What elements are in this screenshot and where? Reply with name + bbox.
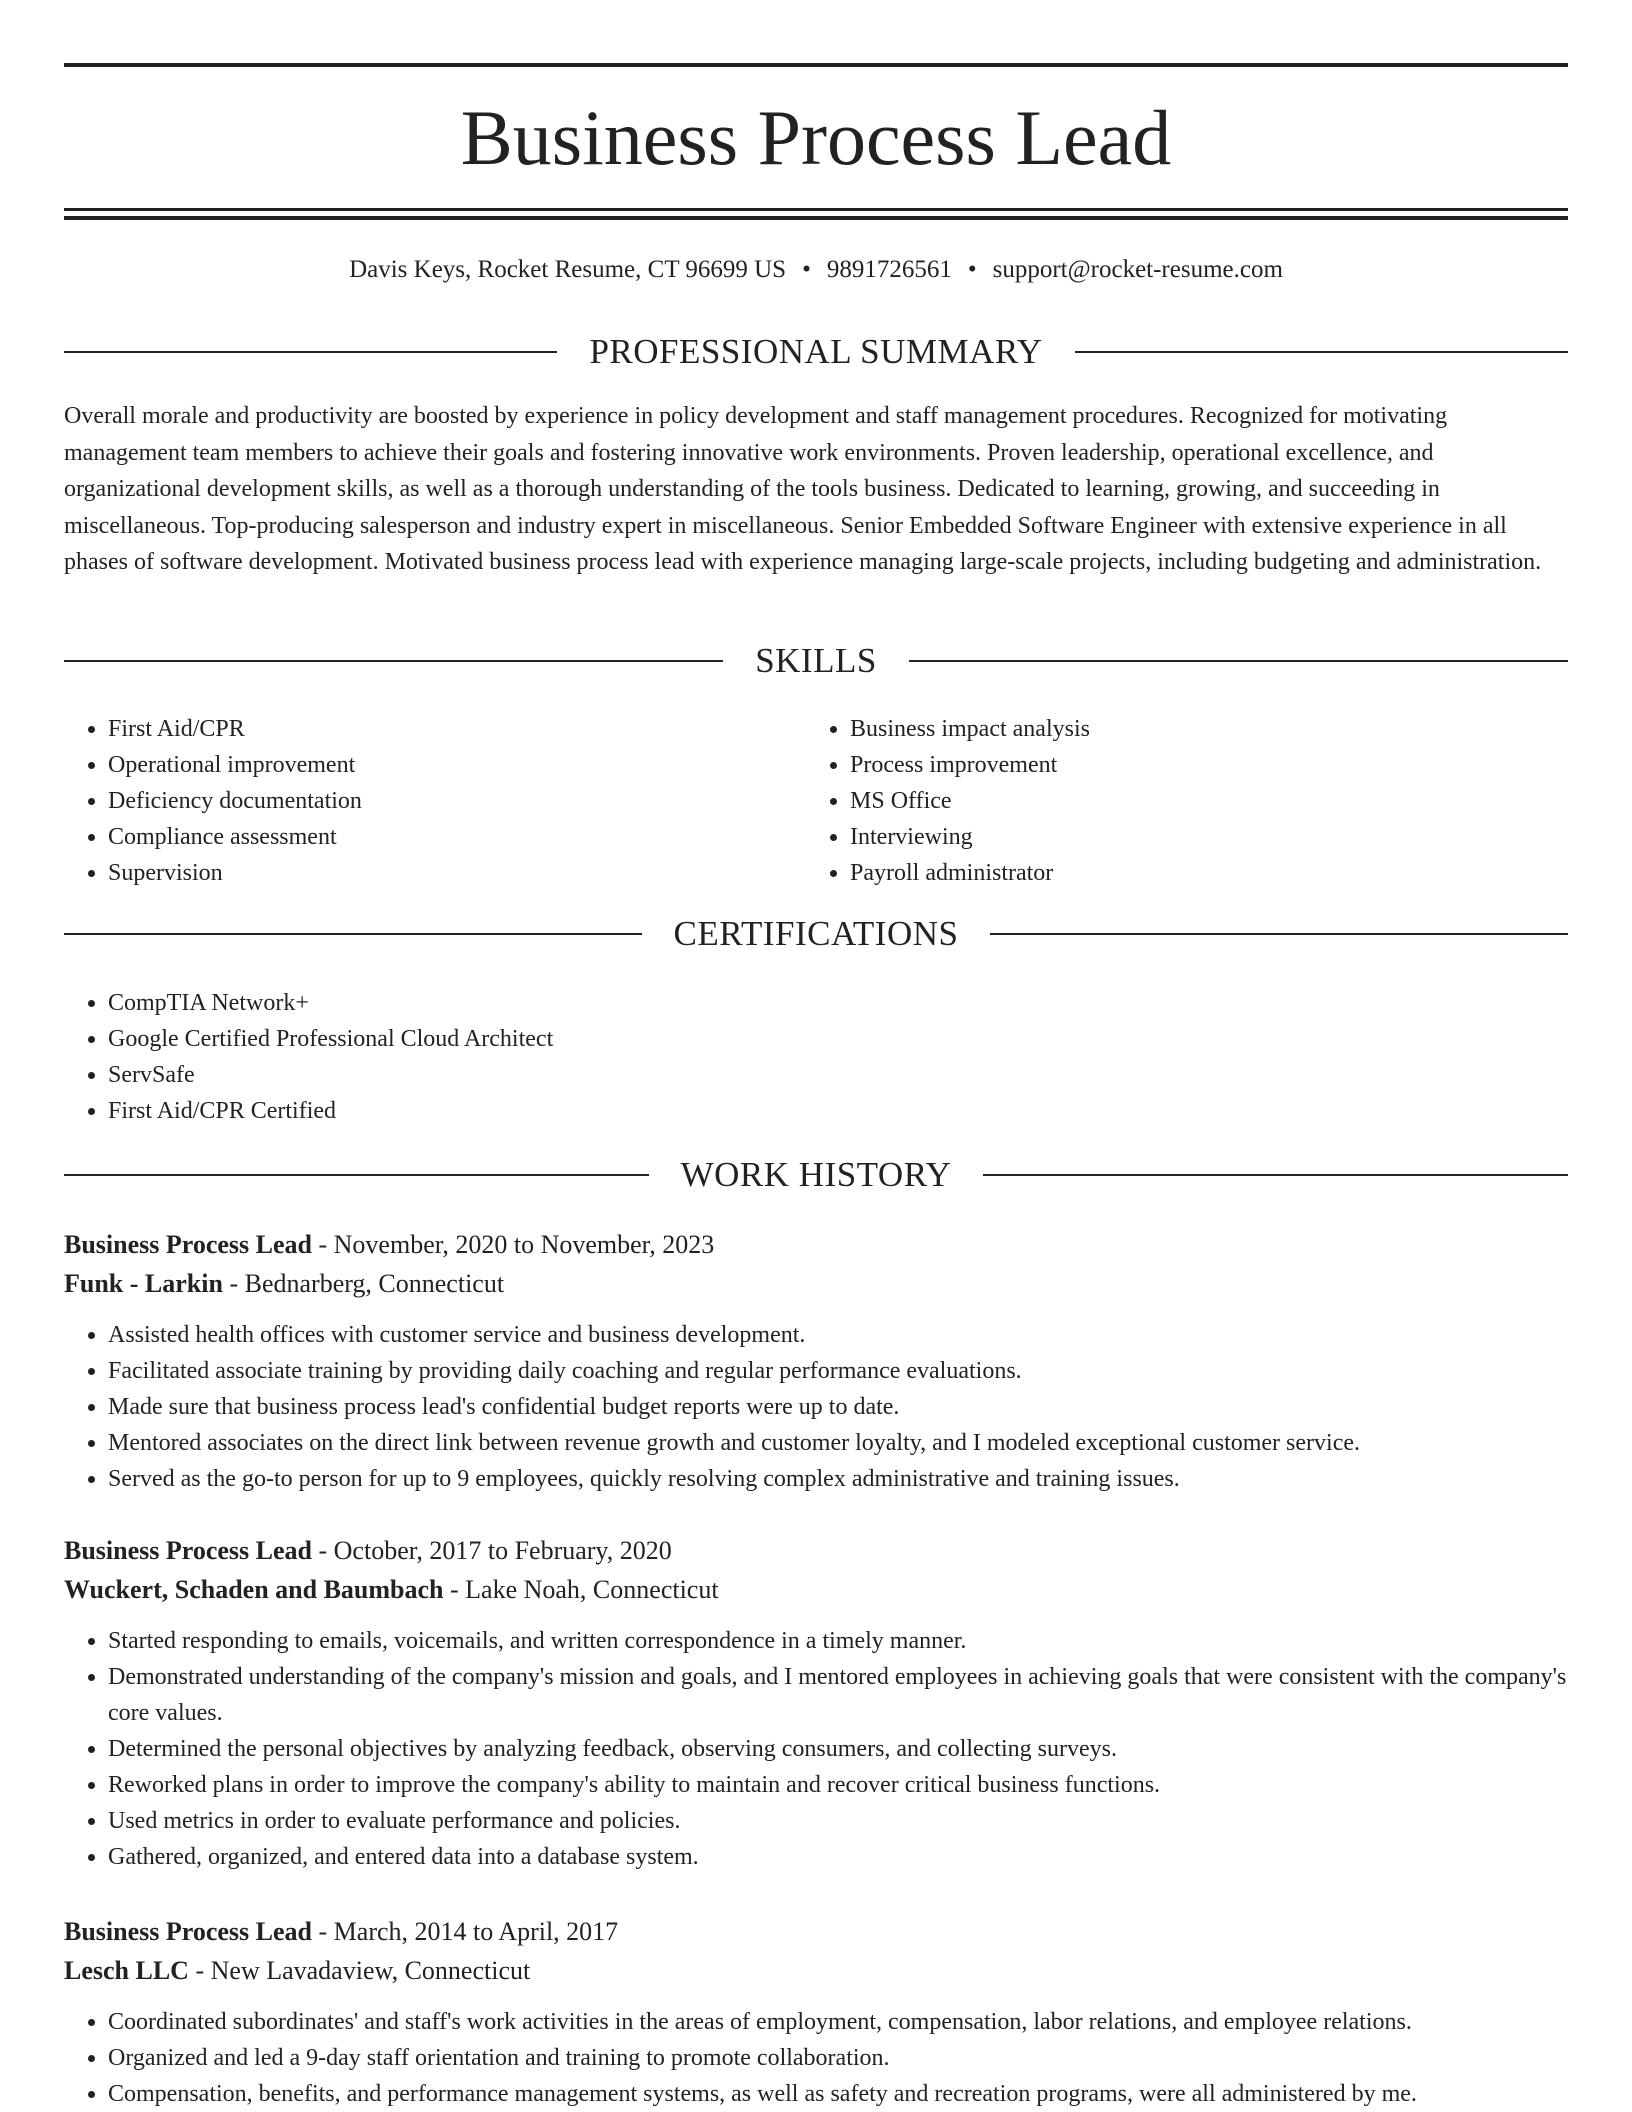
job-duty: • Mentored associates on the direct link between revenue growth and customer loyalty, and I modeled exceptional customer service. xyxy=(108,1425,1568,1461)
skill-item: • Process improvement xyxy=(850,747,1546,783)
section-title-summary: PROFESSIONAL SUMMARY xyxy=(589,332,1043,371)
job-title: Business Process Lead xyxy=(64,1536,312,1565)
job-entry xyxy=(64,1531,1568,1875)
job-duty: • Demonstrated understanding of the company's mission and goals, and I mentored employees in achieving goals that were consistent with the company's core values. xyxy=(108,1659,1568,1731)
job-duty: • Reworked plans in order to improve the company's ability to maintain and recover critical business functions. xyxy=(108,1767,1568,1803)
job-duty: • Started responding to emails, voicemails, and written correspondence in a timely manner. xyxy=(108,1623,1568,1659)
contact-address: Davis Keys, Rocket Resume, CT 96699 US xyxy=(349,256,787,283)
section-rule-left xyxy=(64,660,723,662)
section-title-work-history: WORK HISTORY xyxy=(680,1155,952,1194)
skill-item: • First Aid/CPR xyxy=(108,711,804,747)
job-duties-list xyxy=(64,1623,1568,1875)
contact-line xyxy=(64,252,1568,288)
job-entry xyxy=(64,1225,1568,1497)
job-duty: • Compensation, benefits, and performance management systems, as well as safety and recreation programs, were all administered by me. xyxy=(108,2076,1568,2112)
section-header-certifications xyxy=(64,911,1568,957)
job-title: Business Process Lead xyxy=(64,1917,312,1946)
job-company-line xyxy=(64,1264,1568,1303)
job-title-line xyxy=(64,1531,1568,1570)
job-company: Lesch LLC xyxy=(64,1956,189,1985)
certifications-block xyxy=(64,985,1568,1129)
job-duty: • Made sure that business process lead's confidential budget reports were up to date. xyxy=(108,1389,1568,1425)
skill-item: • Payroll administrator xyxy=(850,855,1546,891)
job-entry xyxy=(64,1912,1568,2112)
skill-item: • Interviewing xyxy=(850,819,1546,855)
job-location: - New Lavadaview, Connecticut xyxy=(188,1956,531,1985)
section-rule-right xyxy=(983,1174,1568,1176)
skills-list-right xyxy=(806,711,1546,891)
summary-text: Overall morale and productivity are boosted by experience in policy development and staff management procedures. Recognized for motivating management team members to achieve their goals and fostering innovative work environments. Proven leadership, operational excellence, and organizational development skills, as well as a thorough understanding of the tools business. Dedicated to learning, growing, and succeeding in miscellaneous. Top-producing salesperson and industry expert in miscellaneous. Senior Embedded Software Engineer with extensive experience in all phases of software development. Motivated business process lead with experience managing large-scale projects, including budgeting and administration. xyxy=(64,403,1542,576)
job-dates: - March, 2014 to April, 2017 xyxy=(312,1917,619,1946)
section-rule-right xyxy=(1075,351,1568,353)
job-title-line xyxy=(64,1912,1568,1951)
skills-column-right xyxy=(806,711,1546,891)
job-duty: • Used metrics in order to evaluate performance and policies. xyxy=(108,1803,1568,1839)
double-rule-upper xyxy=(64,208,1568,211)
section-header-work-history xyxy=(64,1152,1568,1198)
top-rule xyxy=(64,63,1568,67)
certifications-list xyxy=(64,985,1568,1129)
skill-item: • Business impact analysis xyxy=(850,711,1546,747)
job-duties-list xyxy=(64,2004,1568,2112)
job-duty: • Served as the go-to person for up to 9 employees, quickly resolving complex administrative and training issues. xyxy=(108,1461,1568,1497)
certification-item: • First Aid/CPR Certified xyxy=(108,1093,1568,1129)
job-duty: • Organized and led a 9-day staff orientation and training to promote collaboration. xyxy=(108,2040,1568,2076)
section-header-skills xyxy=(64,638,1568,684)
section-title-certifications: CERTIFICATIONS xyxy=(673,914,959,953)
contact-email: support@rocket-resume.com xyxy=(992,256,1283,283)
double-rule-lower xyxy=(64,216,1568,220)
job-location: - Lake Noah, Connecticut xyxy=(443,1575,719,1604)
contact-separator: • xyxy=(967,256,977,283)
contact-phone: 9891726561 xyxy=(826,256,952,283)
job-location: - Bednarberg, Connecticut xyxy=(222,1269,505,1298)
job-dates: - October, 2017 to February, 2020 xyxy=(312,1536,672,1565)
skill-item: • Supervision xyxy=(108,855,804,891)
job-company-line xyxy=(64,1951,1568,1990)
certification-item: • Google Certified Professional Cloud Architect xyxy=(108,1021,1568,1057)
job-duty: • Gathered, organized, and entered data into a database system. xyxy=(108,1839,1568,1875)
section-rule-right xyxy=(909,660,1568,662)
job-dates: - November, 2020 to November, 2023 xyxy=(312,1230,715,1259)
job-title: Business Process Lead xyxy=(64,1230,312,1259)
job-company: Wuckert, Schaden and Baumbach xyxy=(64,1575,444,1604)
skill-item: • MS Office xyxy=(850,783,1546,819)
resume-name: Business Process Lead xyxy=(460,94,1172,181)
section-header-summary xyxy=(64,329,1568,375)
job-company: Funk - Larkin xyxy=(64,1269,223,1298)
job-duty: • Determined the personal objectives by analyzing feedback, observing consumers, and collecting surveys. xyxy=(108,1731,1568,1767)
skills-column-left xyxy=(64,711,804,891)
job-duty: • Assisted health offices with customer service and business development. xyxy=(108,1317,1568,1353)
certification-item: • CompTIA Network+ xyxy=(108,985,1568,1021)
section-rule-left xyxy=(64,933,642,935)
skill-item: • Deficiency documentation xyxy=(108,783,804,819)
section-rule-left xyxy=(64,351,557,353)
job-duty: • Facilitated associate training by providing daily coaching and regular performance evaluations. xyxy=(108,1353,1568,1389)
skill-item: • Compliance assessment xyxy=(108,819,804,855)
skills-list-left xyxy=(64,711,804,891)
job-duties-list xyxy=(64,1317,1568,1497)
section-title-skills: SKILLS xyxy=(755,641,877,680)
job-company-line xyxy=(64,1570,1568,1609)
section-rule-right xyxy=(990,933,1568,935)
certification-item: • ServSafe xyxy=(108,1057,1568,1093)
contact-separator: • xyxy=(802,256,811,283)
job-duty: • Coordinated subordinates' and staff's work activities in the areas of employment, compensation, labor relations, and employee relations. xyxy=(108,2004,1568,2040)
job-title-line xyxy=(64,1225,1568,1264)
section-rule-left xyxy=(64,1174,649,1176)
skill-item: • Operational improvement xyxy=(108,747,804,783)
